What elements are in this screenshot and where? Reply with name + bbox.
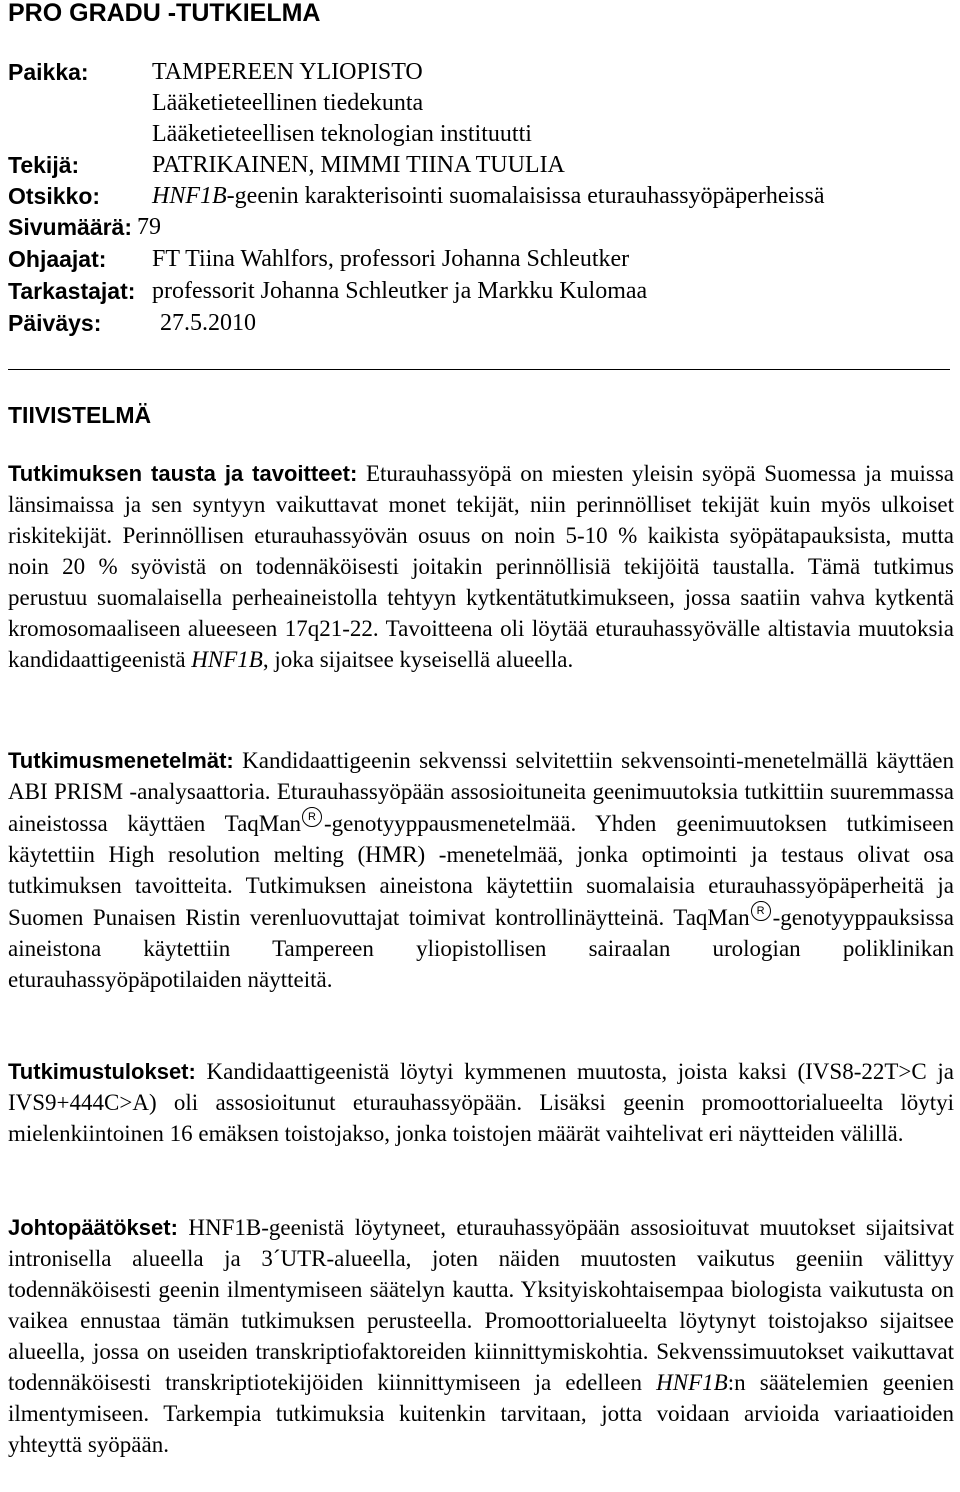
title-label: Otsikko:	[8, 183, 101, 209]
results-paragraph	[8, 1056, 954, 1149]
pages-value: 79	[137, 214, 161, 240]
background-text-1: Eturauhassyöpä on miesten yleisin syöpä Suomessa ja muissa länsimaissa ja sen syntyyn vaikuttavat monet tekijät, niin perinnölliset tekijät kuin myös ulkoiset riskitekijät. Perinnöllisen eturauhassyövän osuus on noin 5-10 % kaikista syöpätapauksista, mutta noin 20 % syövistä on todennäköisesti joitakin perinnöllisiä tekijöitä taustalla. Tämä tutkimus perustuu suomalaisella perheaineistolla tehtyyn kytkentätutkimukseen, jossa saatiin vahva kytkentä kromosomaaliseen alueeseen 17q21-22. Tavoitteena oli löytää eturauhassyövälle altistavia muutoksia kandidaattigeenistä	[8, 461, 954, 672]
supervisors-value: FT Tiina Wahlfors, professori Johanna Schleutker	[152, 246, 630, 272]
methods-text-3: -genotyyppauksissa aineistona käytettiin Tampereen yliopistollisen sairaalan urologian poliklinikan eturauhassyöpäpotilaiden näytteitä.	[8, 905, 954, 992]
date-value: 27.5.2010	[160, 310, 256, 336]
registered-trademark-icon: R	[751, 901, 771, 921]
examiners-value: professorit Johanna Schleutker ja Markku Kulomaa	[152, 278, 648, 304]
conclusions-text-1: HNF1B-geenistä löytyneet, eturauhassyöpään assosioituvat muutokset sijaitsivat intronisella alueella ja 3´UTR-alueella, joten näiden muutosten vaikutus geeniin välittyy todennäköisesti geenin ilmentymiseen säätelyn kautta. Yksityiskohtaisempaa biologista vaikutusta on vaikea ennustaa tämän tutkimuksen perusteella. Promoottorialueelta löytynyt toistojakso sijaitsee alueella, jossa on useiden transkriptiofaktoreiden kiinnittymiskohtia. Sekvenssimuutokset vaikuttavat todennäköisesti transkriptiotekijöiden kiinnittymiseen ja edelleen	[8, 1215, 954, 1395]
methods-text-1: Kandidaattigeenin sekvenssi selvitettiin sekvensointi-menetelmällä käyttäen ABI PRISM -analysaattoria. Eturauhassyöpään assosioituneita geenimuutoksia tutkittiin suuremmassa aineistossa käyttäen TaqMan	[8, 748, 954, 836]
abstract-heading: TIIVISTELMÄ	[8, 402, 152, 428]
results-label: Tutkimustulokset:	[8, 1059, 196, 1084]
place-label: Paikka:	[8, 59, 89, 85]
background-text-2: , joka sijaitsee kyseisellä alueella.	[262, 647, 574, 672]
author-label: Tekijä:	[8, 152, 80, 178]
results-text: Kandidaattigeenistä löytyi kymmenen muutosta, joista kaksi (IVS8-22T>C ja IVS9+444C>A) oli assosioitunut eturauhassyöpään. Lisäksi geenin promoottorialueelta löytyi mielenkiintoinen 16 emäksen toistojakso, jonka toistojen määrät vaihtelivat eri näytteiden välillä.	[8, 1059, 954, 1146]
methods-text-2: -genotyyppausmenetelmää. Yhden geenimuutoksen tutkimiseen käytettiin High resolution melting (HMR) -menetelmää, jonka optimointi ja testaus olivat osa tutkimuksen tavoitteita. Tutkimuksen aineistona käytettiin suomalaisia eturauhassyöpäperheitä ja Suomen Punaisen Ristin verenluovuttajat toimivat kontrollinäytteinä. TaqMan	[8, 811, 954, 930]
thesis-title-gene: HNF1B	[152, 183, 227, 209]
registered-trademark-icon: R	[302, 807, 322, 827]
place-line-3: Lääketieteellisen teknologian instituutti	[152, 121, 532, 147]
date-label: Päiväys:	[8, 310, 102, 336]
conclusions-text-2: :n säätelemien geenien ilmentymiseen. Tarkempia tutkimuksia kuitenkin tarvitaan, jotta voidaan arvioida variaatioiden yhteyttä syöpään.	[8, 1370, 954, 1457]
thesis-title	[152, 181, 825, 212]
methods-label: Tutkimusmenetelmät:	[8, 748, 234, 773]
supervisors-label: Ohjaajat:	[8, 246, 107, 272]
document-title: PRO GRADU -TUTKIELMA	[8, 0, 321, 27]
place-line-2: Lääketieteellinen tiedekunta	[152, 90, 424, 116]
conclusions-label: Johtopäätökset:	[8, 1215, 178, 1240]
thesis-title-rest: -geenin karakterisointi suomalaisissa eturauhassyöpäperheissä	[226, 183, 825, 209]
horizontal-rule	[8, 369, 950, 370]
author-value: PATRIKAINEN, MIMMI TIINA TUULIA	[152, 152, 565, 178]
place-line-1: TAMPEREEN YLIOPISTO	[152, 59, 423, 85]
background-gene: HNF1B	[191, 647, 263, 672]
methods-paragraph	[8, 745, 954, 995]
pages-label: Sivumäärä:	[8, 214, 133, 240]
background-label: Tutkimuksen tausta ja tavoitteet:	[8, 461, 358, 486]
conclusions-paragraph	[8, 1212, 954, 1460]
examiners-label: Tarkastajat:	[8, 278, 136, 304]
conclusions-gene: HNF1B	[656, 1370, 728, 1395]
background-paragraph	[8, 458, 954, 675]
